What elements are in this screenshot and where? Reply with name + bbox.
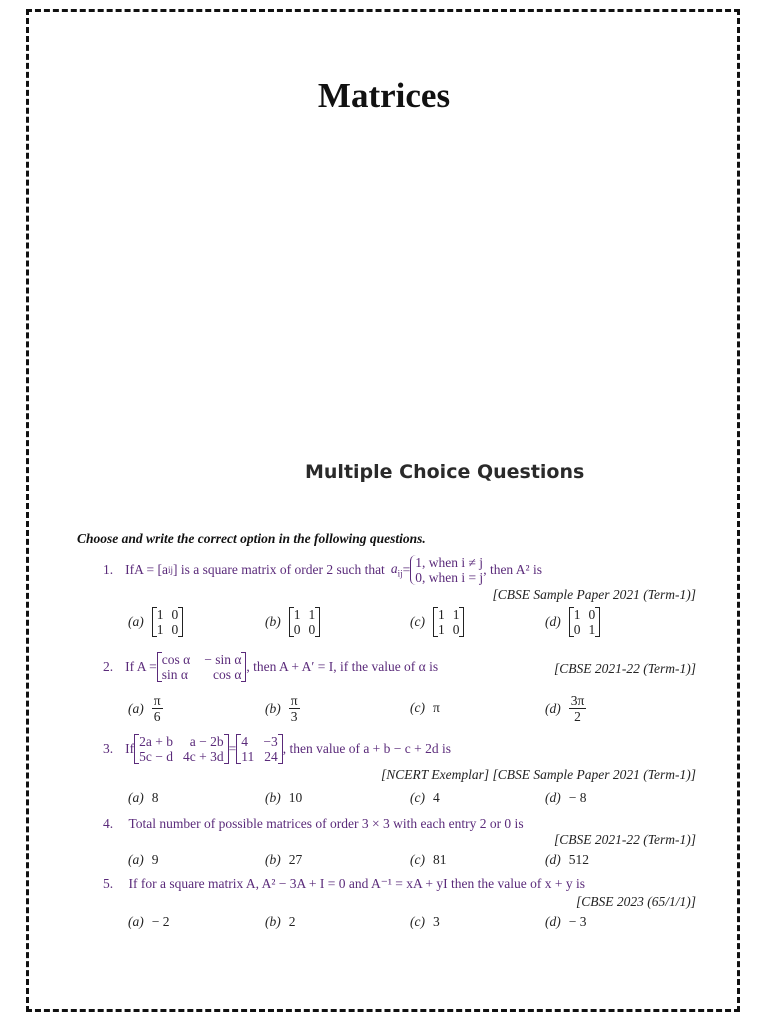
option-label: (d) — [545, 614, 561, 629]
question-source: [CBSE 2023 (65/1/1)] — [576, 894, 696, 909]
question-number: 3. — [103, 741, 114, 756]
option-label: (d) — [545, 914, 561, 929]
option-value: − 2 — [151, 914, 170, 929]
question-text: If — [125, 741, 135, 756]
option-label: (a) — [128, 790, 144, 805]
option-a[interactable] — [128, 693, 163, 724]
option-label: (d) — [545, 700, 561, 716]
option-matrix: 1 1 0 0 — [289, 607, 321, 637]
question-source: [CBSE 2021-22 (Term-1)] — [553, 661, 696, 676]
option-b[interactable] — [265, 914, 296, 930]
question-text: A = [a — [134, 562, 168, 577]
question-source: [NCERT Exemplar] [CBSE Sample Paper 2021 (Term-1)] — [381, 767, 696, 782]
option-label: (b) — [265, 914, 281, 929]
option-label: (b) — [265, 614, 281, 629]
option-a[interactable] — [128, 790, 159, 806]
option-value: 8 — [151, 790, 159, 805]
option-c[interactable] — [410, 914, 440, 930]
question-number: 1. — [103, 562, 114, 577]
case-1: 1, when i ≠ j — [415, 555, 483, 570]
option-label: (a) — [128, 852, 144, 867]
question-4 — [103, 816, 524, 832]
option-label: (c) — [410, 790, 425, 805]
option-a[interactable] — [128, 607, 183, 637]
option-matrix: 1 0 0 1 — [569, 607, 601, 637]
option-label: (c) — [410, 614, 425, 629]
question-2 — [103, 652, 438, 682]
page-title: Matrices — [317, 76, 451, 115]
case-2: 0, when i = j — [415, 570, 484, 585]
option-label: (b) — [265, 790, 281, 805]
option-b[interactable] — [265, 852, 302, 868]
question-1 — [103, 555, 542, 585]
question-text: ] is a square matrix of order 2 such that — [173, 562, 385, 577]
option-label: (d) — [545, 790, 561, 805]
option-c[interactable] — [410, 790, 440, 806]
section-title: Multiple Choice Questions — [305, 461, 585, 483]
equals: = — [228, 741, 237, 756]
option-value: 3 — [432, 914, 440, 929]
piecewise-brace — [410, 555, 483, 585]
option-d[interactable] — [545, 607, 600, 637]
option-a[interactable] — [128, 914, 170, 930]
option-label: (b) — [265, 700, 281, 716]
option-label: (a) — [128, 700, 144, 716]
question-number: 2. — [103, 659, 114, 674]
question-text: If for a square matrix A, A² − 3A + I = 0 and A⁻¹ = xA + yI then the value of x + y is — [128, 876, 585, 891]
question-source: [CBSE 2021-22 (Term-1)] — [553, 832, 696, 847]
question-number: 5. — [103, 876, 114, 891]
question-source: [CBSE Sample Paper 2021 (Term-1)] — [492, 587, 696, 602]
option-value: 81 — [432, 852, 447, 867]
option-value: 4 — [432, 790, 440, 805]
option-label: (c) — [410, 914, 425, 929]
option-value: − 3 — [568, 914, 587, 929]
option-fraction: $\frac{\pi}{6}$ — [153, 693, 161, 724]
option-value: π — [432, 700, 440, 715]
question-text: If — [125, 562, 135, 577]
question-matrix: cos α − sin α sin α cos α — [157, 652, 247, 682]
option-fraction: $\frac{3\pi}{2}$ — [570, 693, 585, 724]
option-label: (b) — [265, 852, 281, 867]
option-value: − 8 — [568, 790, 587, 805]
option-value: 10 — [288, 790, 303, 805]
aij-symbol: $a_{ij}$ — [390, 561, 403, 579]
question-number: 4. — [103, 816, 114, 831]
option-label: (a) — [128, 614, 144, 629]
question-text: Total number of possible matrices of order 3 × 3 with each entry 2 or 0 is — [128, 816, 524, 831]
option-value: 9 — [151, 852, 159, 867]
option-d[interactable] — [545, 852, 589, 868]
option-c[interactable] — [410, 700, 440, 716]
option-value: 27 — [288, 852, 303, 867]
equals: = — [402, 562, 411, 577]
question-tail: , then A + A′ = I, if the value of α is — [246, 659, 439, 674]
option-a[interactable] — [128, 852, 159, 868]
option-c[interactable] — [410, 852, 446, 868]
option-fraction: $\frac{\pi}{3}$ — [290, 693, 298, 724]
option-label: (a) — [128, 914, 144, 929]
option-label: (d) — [545, 852, 561, 867]
option-b[interactable] — [265, 693, 300, 724]
option-value: 512 — [568, 852, 589, 867]
option-value: 2 — [288, 914, 296, 929]
option-d[interactable] — [545, 790, 587, 806]
question-matrix-right: 4 −3 11 24 — [236, 734, 283, 764]
option-label: (c) — [410, 700, 425, 715]
subscript: ij — [167, 565, 173, 575]
instructions: Choose and write the correct option in the following questions. — [77, 531, 426, 546]
option-c[interactable] — [410, 607, 464, 637]
option-b[interactable] — [265, 790, 302, 806]
question-matrix-left: 2a + b a − 2b 5c − d 4c + 3d — [134, 734, 228, 764]
question-5 — [103, 876, 585, 892]
question-text: If A = — [125, 659, 157, 674]
question-tail: , then value of a + b − c + 2d is — [282, 741, 452, 756]
option-label: (c) — [410, 852, 425, 867]
option-d[interactable] — [545, 693, 586, 724]
option-d[interactable] — [545, 914, 587, 930]
option-matrix: 1 1 1 0 — [433, 607, 465, 637]
question-3 — [103, 734, 451, 764]
question-tail: , then A² is — [483, 562, 542, 577]
option-matrix: 1 0 1 0 — [152, 607, 184, 637]
option-b[interactable] — [265, 607, 320, 637]
